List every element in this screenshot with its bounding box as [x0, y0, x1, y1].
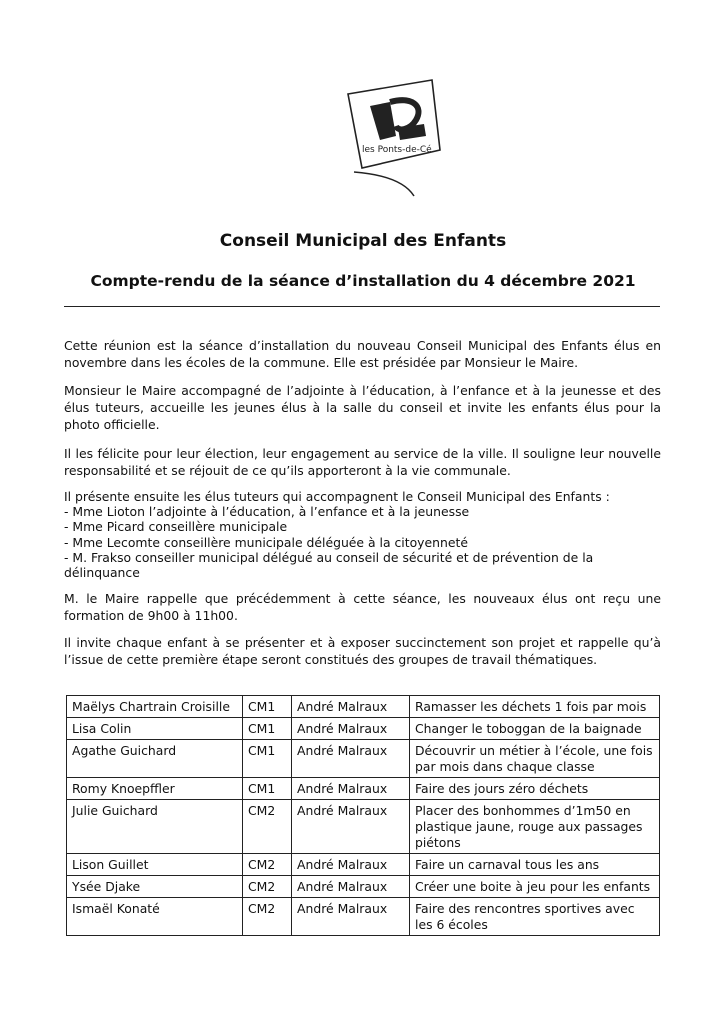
pupil-school: André Malraux [292, 696, 410, 718]
pupil-class: CM2 [243, 854, 292, 876]
pupil-name: Julie Guichard [67, 800, 243, 854]
pupil-school: André Malraux [292, 854, 410, 876]
pupil-school: André Malraux [292, 898, 410, 936]
pupil-class: CM2 [243, 876, 292, 898]
pupil-project: Faire des jours zéro déchets [410, 778, 660, 800]
document-subtitle: Compte-rendu de la séance d’installation du 4 décembre 2021 [90, 272, 636, 290]
table-row [67, 718, 660, 740]
pupil-class: CM1 [243, 778, 292, 800]
table-row [67, 778, 660, 800]
pupil-project: Placer des bonhommes d’1m50 en plastique jaune, rouge aux passages piétons [410, 800, 660, 854]
paragraph-projects: Il invite chaque enfant à se présenter et à exposer succinctement son projet et rappelle qu’à l’issue de cette première étape seront constitués des groupes de travail thématiques. [64, 635, 661, 667]
tutors-intro: Il présente ensuite les élus tuteurs qui accompagnent le Conseil Municipal des Enfants : [64, 489, 610, 504]
pupil-name: Agathe Guichard [67, 740, 243, 778]
pupil-school: André Malraux [292, 800, 410, 854]
tutor-item: - Mme Picard conseillère municipale [64, 519, 288, 535]
table-row [67, 898, 660, 936]
tutor-item: - M. Frakso conseiller municipal délégué au conseil de sécurité et de prévention de la délinquance [64, 549, 594, 581]
pupil-class: CM1 [243, 718, 292, 740]
pupil-school: André Malraux [292, 876, 410, 898]
pupil-project: Créer une boite à jeu pour les enfants [410, 876, 660, 898]
tutors-section [64, 489, 661, 580]
pupil-school: André Malraux [292, 718, 410, 740]
pupil-class: CM2 [243, 898, 292, 936]
pupil-name: Ysée Djake [67, 876, 243, 898]
table-row [67, 876, 660, 898]
table-row [67, 696, 660, 718]
document-title: Conseil Municipal des Enfants [219, 231, 507, 251]
pupil-project: Changer le toboggan de la baignade [410, 718, 660, 740]
pupil-project: Faire des rencontres sportives avec les 6 écoles [410, 898, 660, 936]
logo-text: les Ponts-de-Cé [362, 145, 432, 155]
pupils-table [66, 695, 660, 936]
pupil-name: Romy Knoepffler [67, 778, 243, 800]
pupil-name: Lison Guillet [67, 854, 243, 876]
paragraph-mayor: Monsieur le Maire accompagné de l’adjointe à l’éducation, à l’enfance et à la jeunesse et des élus tuteurs, accueille les jeunes élus à la salle du conseil et invite les enfants élus pour la photo officielle. [64, 383, 661, 432]
pupil-school: André Malraux [292, 778, 410, 800]
pupil-class: CM1 [243, 696, 292, 718]
paragraph-congratulations: Il les félicite pour leur élection, leur engagement au service de la ville. Il souligne leur nouvelle responsabilité et se réjouit de ce qu’ils apporteront à la vie communale. [64, 446, 661, 478]
tutor-item: - Mme Lecomte conseillère municipale déléguée à la citoyenneté [64, 534, 468, 550]
pupil-class: CM1 [243, 740, 292, 778]
ponts-de-ce-flag-logo [340, 76, 450, 198]
title-divider [64, 306, 660, 307]
paragraph-training: M. le Maire rappelle que précédemment à cette séance, les nouveaux élus ont reçu une formation de 9h00 à 11h00. [64, 591, 661, 623]
pupil-name: Lisa Colin [67, 718, 243, 740]
pupil-project: Faire un carnaval tous les ans [410, 854, 660, 876]
table-row [67, 740, 660, 778]
pupil-school: André Malraux [292, 740, 410, 778]
pupil-name: Maëlys Chartrain Croisille [67, 696, 243, 718]
table-row [67, 800, 660, 854]
pupil-name: Ismaël Konaté [67, 898, 243, 936]
paragraph-intro: Cette réunion est la séance d’installation du nouveau Conseil Municipal des Enfants élus en novembre dans les écoles de la commune. Elle est présidée par Monsieur le Maire. [64, 338, 661, 370]
pupil-class: CM2 [243, 800, 292, 854]
pupil-project: Ramasser les déchets 1 fois par mois [410, 696, 660, 718]
table-row [67, 854, 660, 876]
tutor-item: - Mme Lioton l’adjointe à l’éducation, à l’enfance et à la jeunesse [64, 504, 470, 520]
pupil-project: Découvrir un métier à l’école, une fois par mois dans chaque classe [410, 740, 660, 778]
